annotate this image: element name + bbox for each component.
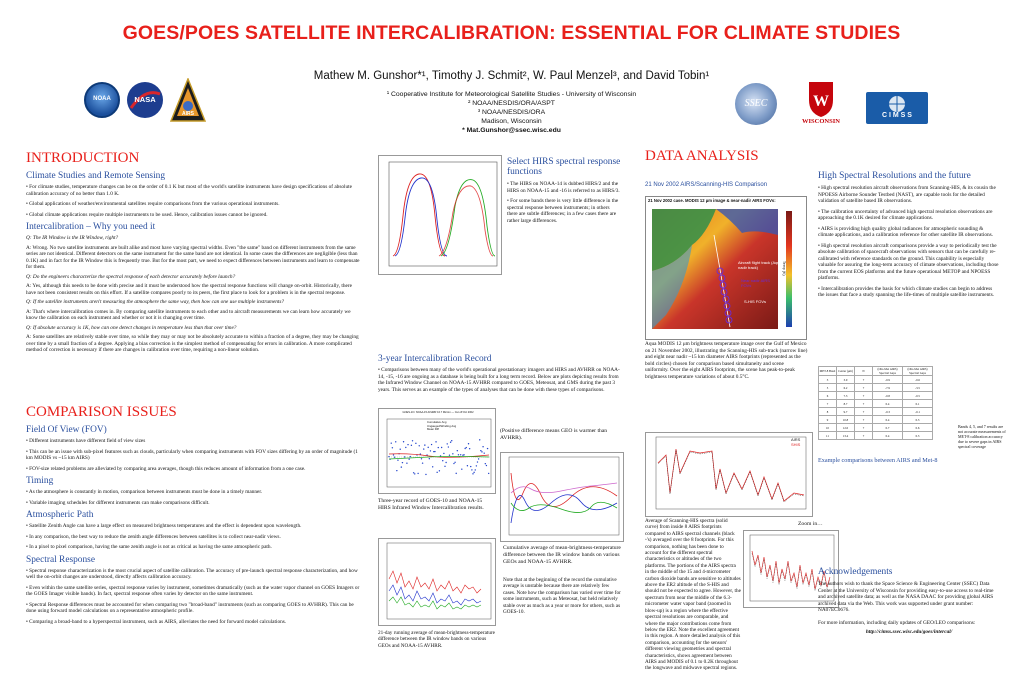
plot1-point	[431, 444, 432, 445]
plot1-point	[467, 465, 468, 466]
spectra-comparison-plot	[645, 432, 813, 517]
table-cell: 12.0	[837, 424, 855, 432]
plot1-point	[423, 448, 424, 449]
plot1-point	[469, 448, 470, 449]
affiliation-3: ³ NOAA/NESDIS/ORA	[477, 109, 546, 116]
table-cell: 9	[819, 416, 837, 424]
plot1-point	[429, 458, 430, 459]
affiliation-2: ² NOAA/NESDIS/ORA/ASPT	[468, 100, 555, 107]
plot1-point	[485, 463, 486, 464]
plot1-point	[419, 445, 420, 446]
path-bullet-2: • In any comparison, the best way to reduce the zenith angle differences between satellites is to collect near-nadir views.	[26, 533, 281, 540]
timing-subheading: Timing	[26, 476, 54, 486]
plot1-point	[408, 458, 409, 459]
fov-bullet-2: • This can be an issue with sub-pixel features such as clouds, particularly when comparing instruments with FOV sizes differing by an order of magnitude (1 km MODIS vs ~15 km AIRS)	[26, 448, 358, 461]
plot1-point	[472, 473, 473, 474]
table-cell: 7	[855, 376, 873, 384]
nasa-logo-text: NASA	[134, 95, 156, 104]
cimss-logo-text: C I M S S	[882, 112, 912, 119]
plot1-point	[404, 456, 405, 457]
plot1-point	[477, 461, 478, 462]
table-cell: 3.9	[837, 376, 855, 384]
modis-image-panel	[645, 196, 807, 340]
plot1-point	[461, 468, 462, 469]
plot1-point	[435, 441, 436, 442]
plot1-point	[470, 466, 471, 467]
acknowledgements-section	[818, 567, 1000, 636]
fov-bullet-1: • Different instruments have different field of view sizes	[26, 438, 146, 444]
timing-bullet-1: • As the atmosphere is constantly in motion, comparison between instruments must be done in a timely manner.	[26, 489, 263, 495]
plot1-point	[458, 454, 459, 455]
cumulative-average-caption: Cumulative average of mean-brightness-temperature difference between the IR window bands on various GEOs and NOAA-15 AVHRR.	[503, 545, 621, 565]
plot1-point	[397, 460, 398, 461]
plot1-point	[464, 448, 465, 449]
scene-title: 21 Nov 2002 AIRS/Scanning-HIS Comparison	[645, 182, 768, 188]
contact-email: * Mat.Gunshor@ssec.wisc.edu	[462, 127, 561, 134]
plot1-point	[450, 442, 451, 443]
nasa-logo	[127, 82, 163, 118]
ssec-logo	[735, 83, 777, 125]
hirs-bullet-1: • The HIRS on NOAA-14 is dubbed HIRS/2 and the HIRS on NOAA-15 and -16 is referred to as HIRS/3.	[507, 181, 620, 194]
timing-bullet-2: • Variable imaging schedules for different instruments can make comparisons difficult.	[26, 499, 210, 506]
plot1-point	[481, 451, 482, 452]
hirs-srf-curves	[379, 156, 501, 274]
plot1-point	[442, 460, 443, 461]
flight-track-label: Aircraft flight track (Aqua nadir track)	[738, 260, 782, 270]
hirs-srf-plot	[378, 155, 502, 275]
running-average-caption: 21-day running average of mean-brightness-temperature difference between the IR window bands on various GEOs and NOAA-15 AVHRR.	[378, 630, 495, 649]
airs-fov-label: Near nadir AIRS FOVs	[741, 278, 770, 288]
spectra-legend	[791, 437, 800, 447]
question-4: Q: If absolute accuracy is 1K, how can one detect changes in temperature less than that over time?	[26, 324, 237, 331]
plot1-point	[451, 440, 452, 441]
wisconsin-logo-text: WISCONSIN	[802, 118, 840, 125]
plot1-point	[392, 447, 393, 448]
plot1-point	[425, 474, 426, 475]
plot1-point	[405, 447, 406, 448]
plot1-point	[443, 453, 444, 454]
table-cell: 9.7	[837, 408, 855, 416]
plot1-point	[394, 457, 395, 458]
plot1-point	[436, 472, 437, 473]
plot1-point	[401, 466, 402, 467]
table-cell: 7	[855, 392, 873, 400]
affiliation-1: ¹ Cooperative Institute for Meteorological Satellite Studies - University of Wisconsin	[386, 91, 637, 98]
comparison-heading: COMPARISON ISSUES	[26, 404, 177, 420]
plot1-point	[438, 447, 439, 448]
table-cell: 0.4	[873, 400, 903, 408]
table-cell: 3	[819, 376, 837, 384]
met8-table	[818, 366, 933, 440]
hirs-bullet-2: • For some bands there is very little difference in the spectral response between instruments; in others there are subtle differences; in a few cases there are rather large differences.	[507, 198, 619, 224]
zoom-label: Zoom in…	[798, 521, 823, 527]
plot1-point	[454, 462, 455, 463]
ssec-logo-text: SSEC	[744, 98, 768, 109]
cimss-logo	[866, 92, 928, 124]
table-note: Bands 4, 5, and 7 results are not accurate measurements of MET-8 calibration accuracy due to severe gaps in AIRS spectral coverage	[958, 424, 1006, 449]
table-cell: 5	[819, 384, 837, 392]
goes10-hirs-plot	[378, 408, 496, 494]
airs-logo	[170, 78, 206, 122]
plot1-point	[457, 450, 458, 451]
modis-image-caption: Aqua MODIS 12 μm brightness temperature image over the Gulf of Mexico on 21 November 2002, illustrating the Scanning-HIS sub-track (narrow line) and eight near nadir ~15 km diameter AIRS footprints (represented as the bold circles) chosen for comparison based simultaneity and scene uniformity. Over the eight AIRS footprints, the scene has peak-to-peak brightness temperature variations of about 0.5°C.	[645, 341, 808, 380]
table-cell: 7	[855, 400, 873, 408]
plot1-point	[424, 444, 425, 445]
plot1-point	[402, 462, 403, 463]
climate-studies-subheading: Climate Studies and Remote Sensing	[26, 171, 166, 181]
cumulative-average-plot	[500, 452, 624, 542]
table-cell: 6.2	[837, 384, 855, 392]
fov-bullet-3: • FOV-size related problems are alleviated by comparing area averages, though this reduces amount of information from a one case.	[26, 465, 306, 472]
plot1-point	[486, 465, 487, 466]
high-res-bullet-2: • The calibration uncertainty of advanced high spectral resolution observations are approaching the 0.1K desired for climate applications.	[818, 208, 993, 221]
table-cell: 0.3	[903, 416, 933, 424]
shis-fov-label: S-HIS FOVs	[744, 299, 767, 304]
table-row	[819, 376, 933, 384]
fov-subheading: Field Of View (FOV)	[26, 425, 107, 435]
table-cell: -0.6	[903, 376, 933, 384]
plot1-point	[445, 462, 446, 463]
plot1-point	[439, 470, 440, 471]
path-bullet-3: • In a pixel to pixel comparison, having the same zenith angle is not as critical as having the same atmospheric path.	[26, 544, 272, 550]
author-list: Mathew M. Gunshor*¹, Timothy J. Schmit², W. Paul Menzel³, and David Tobin¹	[313, 70, 710, 82]
plot1-point	[421, 458, 422, 459]
three-year-bullet: • Comparisons between many of the world's operational geostationary imagers and HIRS and AVHRR on NOAA-14, -15, -16 are ongoing as a database is being built for a long term record. Below are plots depicting results from the Infrared Window Channel on NOAA-15 AVHRR compared to GOES, Meteosat, and GMS during the past 3 years. This serves as an example of the types of analyses that can be done with these types of comparisons.	[378, 367, 620, 393]
plot1-point	[488, 473, 489, 474]
table-cell: -3.5	[903, 384, 933, 392]
affiliations	[300, 90, 723, 135]
plot1-point	[414, 473, 415, 474]
table-header: N	[855, 367, 873, 376]
table-cell: 7	[855, 408, 873, 416]
answer-1: A: Wrong. No two satellite instruments are built alike and most have varying spectral widths. Even "the same" band on different instruments from the same series are not identical. Different detectors on the same instrument for the same band are not identical. In some cases the differences are negligible (less than 0.1K) and in fact for the IR Window this is frequently true. But for the most part, we need to expect differences between instruments and learn to compensate for them.	[26, 244, 360, 270]
plot1-point	[391, 442, 392, 443]
hirs-section	[507, 157, 621, 224]
met8-comparison-table	[818, 366, 938, 440]
plot1-point	[476, 465, 477, 466]
answer-3: A: That's where intercalibration comes in. By comparing satellite instruments to each other and to aircraft measurements we can learn how accurately we know the calibration on each instrument and whether or not it is changing over time.	[26, 308, 351, 321]
table-cell: 7	[855, 432, 873, 440]
data-analysis-heading: DATA ANALYSIS	[645, 148, 759, 164]
table-cell: 11	[819, 432, 837, 440]
plot1-point	[482, 446, 483, 447]
spectral-bullet-1: • Spectral response characterization is the most crucial aspect of satellite calibration. The accuracy of pre-launch spectral response characterization, and how well the on-orbit changes are understood, directly affects calibration accuracy.	[26, 567, 358, 580]
plot1-point	[478, 458, 479, 459]
intro-bullet-3: • Global climate applications require multiple instruments to be used. Hence, calibration issues cannot be ignored.	[26, 211, 268, 218]
question-1: Q: The IR Window is the IR Window, right?	[26, 235, 119, 241]
plot1-point	[468, 443, 469, 444]
running-average-plot	[378, 538, 496, 626]
wisconsin-logo	[797, 80, 845, 130]
high-res-bullet-3: • AIRS is providing high quality global radiances for atmospheric sounding & climate applications, and a calibration reference for other satellite IR observations.	[818, 225, 994, 238]
table-cell: 7	[855, 424, 873, 432]
affiliation-4: Madison, Wisconsin	[481, 118, 542, 125]
plot1-point	[473, 472, 474, 473]
plot1-title: GOES-10 / NOAA-15 AVHRR 10.7 Micron — Cut off Oct 2002	[402, 411, 474, 414]
plot1-point	[432, 466, 433, 467]
more-info-text: For more information, including daily updates of GEO/LEO comparisons:	[818, 619, 976, 626]
table-cell: -7.9	[873, 384, 903, 392]
legend-airs: AIRS	[791, 437, 801, 442]
plot1-point	[428, 447, 429, 448]
acknowledgements-heading: Acknowledgements	[818, 567, 893, 577]
table-cell: 10.8	[837, 416, 855, 424]
path-bullet-1: • Satellite Zenith Angle can have a large effect on measured brightness temperatures and the effect is dependent upon wavelength.	[26, 523, 302, 529]
table-header-row	[819, 367, 933, 376]
high-res-bullet-4: • High spectral resolution aircraft comparisons provide a way to periodically test the absolute calibration of spacecraft observations with sensors that can be carefully re-calibrated with reference standards on the ground. This capability is especially valuable for assuring the long-term accuracy of climate observations, including those from the current EOS platforms and the future operational METOP and NPOESS platforms.	[818, 242, 999, 281]
table-cell: 7	[855, 416, 873, 424]
plot1-point	[407, 444, 408, 445]
plot1-point	[441, 447, 442, 448]
table-header: MET-8 Band	[819, 367, 837, 376]
answer-4: A: Some satellites are relatively stable over time, so while they may or may not be absolutely accurate to within a fraction of a degree, they may be changing over time by a small fraction of a degree. Applying a bias correction is the simplest method of compensating for errors in calibration. A more complicated method of correction is necessary if there are changes in calibration over time, requiring a non-linear solution.	[26, 334, 359, 353]
plot1-point	[417, 473, 418, 474]
high-res-bullet-5: • Intercalibration provides the basis for which climate studies can begin to address the issues that face a study spanning the life-times of multiple satellite instruments.	[818, 285, 995, 298]
plot1-point	[480, 450, 481, 451]
plot1-point	[410, 456, 411, 457]
table-cell: 8	[819, 408, 837, 416]
airs-logo-text: AIRS	[182, 111, 194, 117]
question-3: Q: If the satellite instruments aren't measuring the atmosphere the same way, then how can one use multiple instruments?	[26, 299, 285, 305]
color-scale-label: Temp (K)	[782, 261, 786, 276]
table-cell: 7	[855, 384, 873, 392]
table-row	[819, 432, 933, 440]
acknowledgements-text: The authors wish to thank the Space Science & Engineering Center (SSEC) Data Center at the University of Wisconsin for providing easy-to-use access to real-time and archived satellite data; as well as the NASA DAAC for providing global AIRS archived data via the Web. This work was supported under grant number: NA07EC0676.	[818, 581, 994, 613]
positive-difference-note: (Positive difference means GEO is warmer than AVHRR).	[500, 428, 608, 441]
table-header: (Obs-Met AIRS) Spectral Gaps	[873, 367, 903, 376]
plot1-point	[388, 456, 389, 457]
hirs-heading: Select HIRS spectral response functions	[507, 157, 621, 177]
noaa-logo	[84, 82, 120, 118]
plot1-point	[487, 448, 488, 449]
three-year-heading: 3-year Intercalibration Record	[378, 354, 492, 364]
question-2: Q: Do the engineers characterize the spectral response of each detector accurately before launch?	[26, 273, 236, 280]
atmospheric-path-subheading: Atmospheric Path	[26, 510, 94, 520]
plot1-point	[434, 451, 435, 452]
table-header: (Obs-Met AIRS) Spectral Gaps	[903, 367, 933, 376]
three-year-section	[378, 354, 626, 393]
table-row	[819, 384, 933, 392]
intro-bullet-2: • Global applications of weather/environmental satellites require comparisons from the various operational instruments.	[26, 201, 280, 207]
spectral-bullet-2: • Even within the same satellite series, spectral response varies by instrument, sometimes dramatically (such as the water vapor channel on GOES Imagers or the GOES Imager visible bands). In fact, spectral response often varies by detector on the same instrument.	[26, 584, 360, 597]
table-row	[819, 416, 933, 424]
plot1-point	[471, 469, 472, 470]
legend-shis: SHIS	[791, 442, 801, 447]
introduction-section	[26, 150, 362, 354]
table-cell: -0.5	[903, 392, 933, 400]
table-row	[819, 400, 933, 408]
plot1-point	[413, 472, 414, 473]
high-resolution-heading: High Spectral Resolutions and the future	[818, 171, 971, 181]
table-cell: 0.4	[873, 432, 903, 440]
plot1-point	[447, 443, 448, 444]
plot1-legend-2: Ungauged/Winding Avg	[427, 423, 457, 428]
noaa-logo-text: NOAA	[93, 96, 111, 102]
spectral-bullet-3: • Spectral Response differences must be accounted for when comparing two "broad-band" instruments (such as comparing GOES to AVHRR). This can be done using forward model calculations on a representative atmospheric profile.	[26, 601, 354, 614]
plot1-point	[463, 454, 464, 455]
plot1-point	[393, 454, 394, 455]
plot1-point	[479, 439, 480, 440]
intercal-url-link[interactable]: http://cimss.ssec.wisc.edu/goes/intercal/	[865, 629, 953, 635]
table-row	[819, 424, 933, 432]
plot1-point	[400, 449, 401, 450]
table-cell: 7.3	[837, 392, 855, 400]
comparison-issues-section	[26, 404, 362, 625]
intercalibration-subheading: Intercalibration – Why you need it	[26, 222, 156, 232]
table-cell: -0.8	[873, 392, 903, 400]
high-resolution-section	[818, 171, 1000, 299]
plot1-point	[452, 453, 453, 454]
spectral-response-subheading: Spectral Response	[26, 554, 95, 565]
table-cell: 0.6	[903, 424, 933, 432]
table-cell: 8.7	[837, 400, 855, 408]
introduction-heading: INTRODUCTION	[26, 150, 140, 166]
plot1-point	[403, 441, 404, 442]
table-cell: 6	[819, 392, 837, 400]
cumulative-average-curves	[501, 453, 623, 541]
table-row	[819, 408, 933, 416]
table-cell: -0.1	[903, 408, 933, 416]
table-header: Center (μm)	[837, 367, 855, 376]
plot1-point	[460, 454, 461, 455]
plot1-point	[430, 450, 431, 451]
table-cell: 0.3	[903, 432, 933, 440]
plot1-legend-1: Cumulative Avg	[427, 420, 447, 424]
modis-image-title: 21 Nov 2002 case. MODIS 12 μm image & near-nadir AIRS FOVs:	[648, 198, 776, 203]
table-cell: 10	[819, 424, 837, 432]
plot1-point	[484, 452, 485, 453]
plot1-point	[466, 447, 467, 448]
uw-crest-icon	[797, 80, 845, 118]
spectra-curves	[646, 433, 812, 516]
plot1-point	[406, 462, 407, 463]
table-cell: 7	[819, 400, 837, 408]
plot1-point	[396, 470, 397, 471]
table-cell: 0.4	[873, 416, 903, 424]
table-cell: 0.7	[873, 424, 903, 432]
plot1-point	[395, 441, 396, 442]
plot1-point	[412, 440, 413, 441]
three-year-caption: Three-year record of GOES-10 and NOAA-15 HIRS Infrared Window Intercalibration results.	[378, 498, 484, 511]
spectra-caption: Average of Scanning-HIS spectra (solid curve) from inside 8 AIRS footprints compared to AIRS spectral channels (black ◦'s) averaged over the 8 footprints. For this comparison, nothing has been done to account for the different spectral characteristics or altitudes of the two platforms. The portions of the AIRS spectra in the middle of the 15 and 4-micrometer carbon dioxide bands are sensitive to altitudes above the ER2 altitude of the S-HIS and should not be expected to agree. However, the spectrum from near the middle of the 6.3-micrometer water vapor band (zoomed in blow-up) is a region where the effective spectral resolutions are comparable, and where the major contributions come from below the ER2. Note the excellent agreement in this region. A more detailed analysis of this comparison, accounting for the sensors' different viewing geometries and spectral characteristics, shows agreement between AIRS and MODIS of 0.1 to 0.2K throughout the longwave and midwave spectral regions.	[645, 518, 741, 672]
cumulative-note-caption: Note that at the beginning of the record the cumulative average is unstable because there are relatively few cases. Note how the comparison has varied over time for some instruments, such as Meteosat, but held relatively stable over as much as a year or more for others, such as GOES-10.	[503, 577, 621, 616]
plot1-point	[456, 473, 457, 474]
table-cell: 13.4	[837, 432, 855, 440]
table-cell: -0.9	[873, 376, 903, 384]
plot1-point	[415, 443, 416, 444]
data-analysis-section	[645, 148, 805, 165]
intro-bullet-1: • For climate studies, temperature changes can be on the order of 0.1 K but most of the world's satellite instruments have design specifications of absolute calibration accuracy of no better than 1.0 K.	[26, 184, 352, 197]
table-row	[819, 392, 933, 400]
plot1-point	[444, 466, 445, 467]
plot1-legend	[427, 421, 456, 432]
running-average-curves	[379, 539, 495, 625]
svg-text:W: W	[813, 93, 829, 110]
poster-title: GOES/POES SATELLITE INTERCALIBRATION: ESSENTIAL FOR CLIMATE STUDIES	[122, 22, 901, 44]
answer-2: A: Yes, although this needs to be done with precise and it must be understood how the spectral response functions will change on-orbit. Historically, there have not been consistent results on this effort. If a satellite compares poorly to its peers, the first place to look for a problem is in the spectral response.	[26, 283, 352, 296]
plot1-legend-3: Mean Diff	[427, 427, 439, 431]
cimss-globe-icon	[866, 92, 928, 112]
plot1-point	[448, 446, 449, 447]
plot1-point	[449, 455, 450, 456]
table-caption: Example comparisons between AIRS and Met-8	[818, 457, 938, 464]
high-res-bullet-1: • High spectral resolution aircraft observations from Scanning-HIS, & its cousin the NPOESS Airborne Sounder Testbed (NAST), are capable tools for the detailed validation of satellite based IR observations.	[818, 185, 996, 204]
plot1-point	[422, 462, 423, 463]
spectral-bullet-4: • Comparing a broad-band to a hyperspectral instrument, such as AIRS, alleviates the need for forward model calculations.	[26, 618, 287, 625]
plot1-point	[475, 469, 476, 470]
plot1-point	[411, 445, 412, 446]
table-cell: -0.3	[873, 408, 903, 416]
plot1-point	[453, 463, 454, 464]
table-cell: 0.1	[903, 400, 933, 408]
